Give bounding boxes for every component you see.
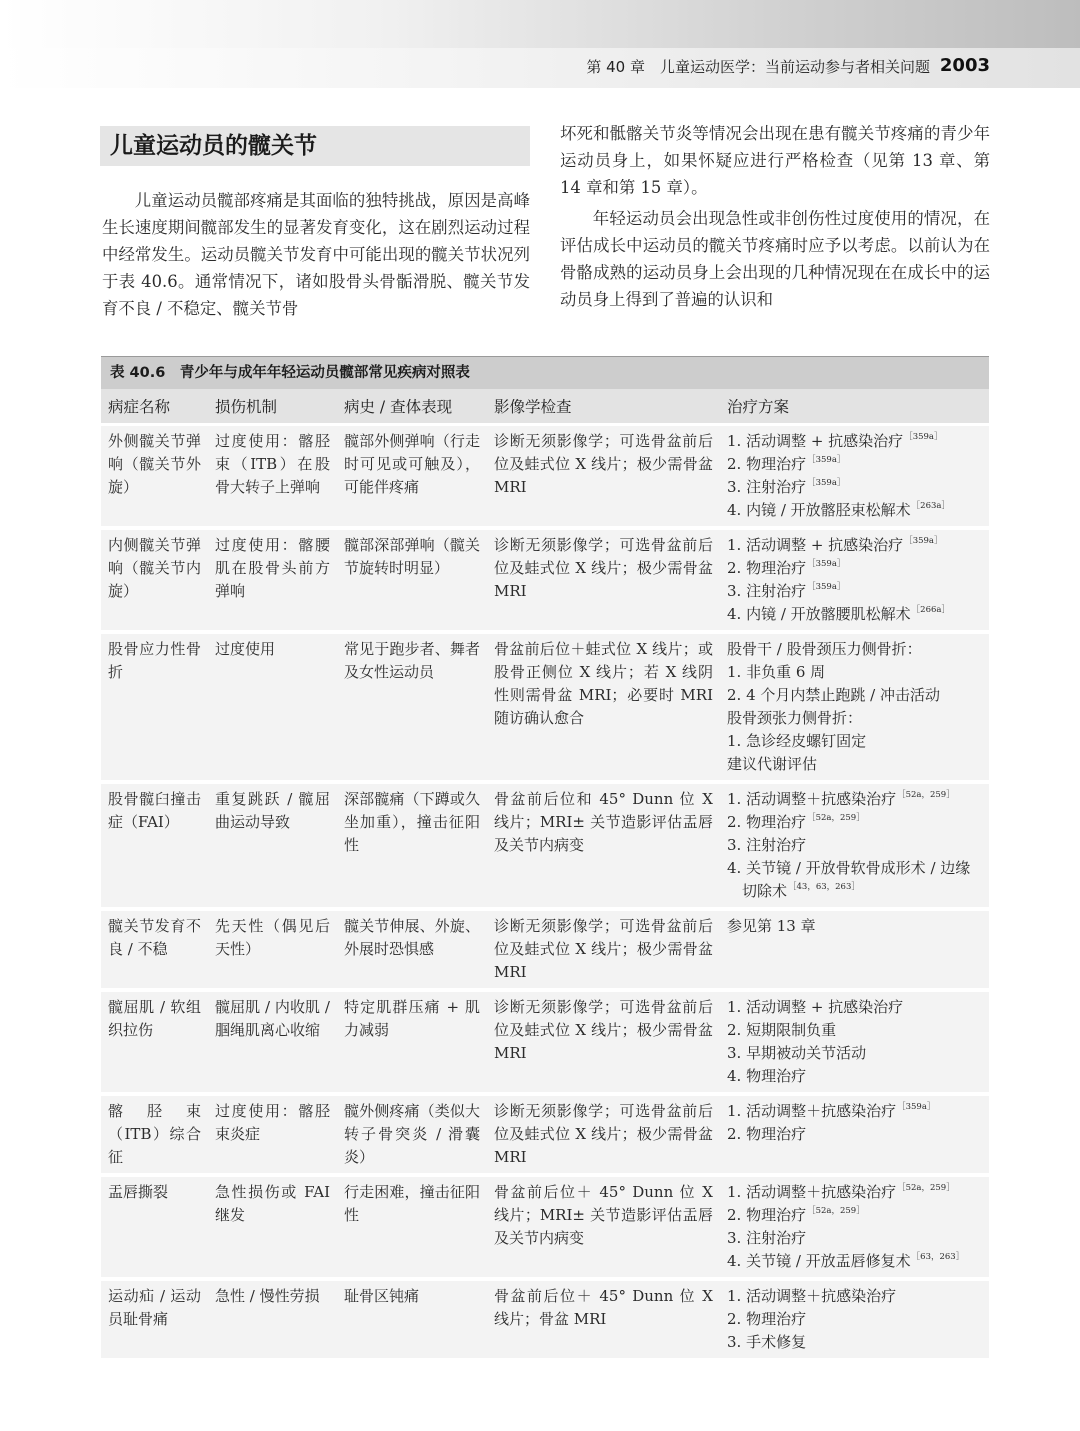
treatment-text: 1. 活动调整 + 抗感染治疗: [727, 432, 904, 450]
treatment-cell: [720, 782, 989, 909]
treatment-text: 2. 短期限制负重: [727, 1021, 837, 1039]
history-cell: 髋关节伸展、外旋、外展时恐惧感: [337, 909, 487, 990]
treatment-text: 建议代谢评估: [727, 755, 818, 773]
table-grid: [101, 389, 989, 1358]
treatment-line: [727, 476, 982, 499]
treatment-cell: [720, 990, 989, 1094]
table-row: [101, 1094, 989, 1175]
reference-superscript: ［359a］: [807, 559, 846, 569]
treatment-text: 2. 物理治疗: [727, 1206, 807, 1224]
imaging-cell: 诊断无须影像学；可选骨盆前后位及蛙式位 X 线片；极少需骨盆 MRI: [487, 909, 720, 990]
header-cell: 病症名称: [101, 389, 208, 425]
history-cell: 耻骨区钝痛: [337, 1279, 487, 1358]
treatment-line: [727, 811, 982, 834]
treatment-line: [727, 453, 982, 476]
treatment-line: [727, 753, 982, 776]
treatment-text: 4. 内镜 / 开放髂腰肌松解术: [727, 605, 911, 623]
history-cell: 髋部外侧弹响（行走时可见或可触及），可能伴疼痛: [337, 425, 487, 529]
page-number: 2003: [939, 55, 990, 76]
treatment-text: 3. 手术修复: [727, 1333, 807, 1351]
treatment-line: [727, 788, 982, 811]
header-cell: 影像学检查: [487, 389, 720, 425]
treatment-cell: [720, 528, 989, 632]
treatment-text: 1. 活动调整＋抗感染治疗: [727, 1287, 897, 1305]
condition-name-cell: 髋屈肌 / 软组织拉伤: [101, 990, 208, 1094]
treatment-text: 2. 物理治疗: [727, 559, 807, 577]
condition-name-cell: 股骨应力性骨折: [101, 632, 208, 782]
treatment-line: [727, 880, 982, 903]
header-cell: 治疗方案: [720, 389, 989, 425]
reference-superscript: ［52a，259］: [807, 1206, 865, 1216]
reference-superscript: ［266a］: [911, 605, 950, 615]
body-paragraph-3: 年轻运动员会出现急性或非创伤性过度使用的情况，在评估成长中运动员的髋关节疼痛时应予以考虑。以前认为在骨骼成熟的运动员身上会出现的几种情况现在在成长中的运动员身上得到了普遍的认识和: [560, 209, 990, 309]
treatment-text: 1. 非负重 6 周: [727, 663, 826, 681]
treatment-line: [727, 603, 982, 626]
treatment-text: 2. 4 个月内禁止跑跳 / 冲击活动: [727, 686, 940, 704]
imaging-cell: 骨盆前后位＋ 45° Dunn 位 X 线片；骨盆 MRI: [487, 1279, 720, 1358]
mechanism-cell: 先天性（偶见后天性）: [208, 909, 337, 990]
mechanism-cell: 急性 / 慢性劳损: [208, 1279, 337, 1358]
history-cell: 深部髋痛（下蹲或久坐加重），撞击征阳性: [337, 782, 487, 909]
treatment-cell: [720, 632, 989, 782]
condition-name-cell: 运动疝 / 运动员耻骨痛: [101, 1279, 208, 1358]
imaging-cell: 诊断无须影像学；可选骨盆前后位及蛙式位 X 线片；极少需骨盆 MRI: [487, 528, 720, 632]
history-cell: 特定肌群压痛 + 肌力减弱: [337, 990, 487, 1094]
reference-superscript: ［359a］: [807, 582, 846, 592]
treatment-text: 1. 活动调整＋抗感染治疗: [727, 1183, 897, 1201]
mechanism-cell: 重复跳跃 / 髋屈曲运动导致: [208, 782, 337, 909]
treatment-line: [727, 730, 982, 753]
treatment-text: 3. 注射治疗: [727, 836, 807, 854]
treatment-text: 4. 内镜 / 开放髂胫束松解术: [727, 501, 911, 519]
condition-name-cell: 髂胫束（ITB）综合征: [101, 1094, 208, 1175]
body-paragraph-1: 儿童运动员髋部疼痛是其面临的独特挑战，原因是高峰生长速度期间髋部发生的显著发育变化，这在剧烈运动过程中经常发生。运动员髋关节发育中可能出现的髋关节状况列于表 40.6。通常情况下，诸如股骨头骨骺滑脱、髋关节发育不良 / 不稳定、髋关节骨: [102, 191, 530, 318]
treatment-text: 2. 物理治疗: [727, 455, 807, 473]
table-row: [101, 632, 989, 782]
reference-superscript: ［52a，259］: [897, 790, 955, 800]
history-cell: 行走困难，撞击征阳性: [337, 1175, 487, 1279]
treatment-line: [727, 1250, 982, 1273]
treatment-text: 4. 物理治疗: [727, 1067, 807, 1085]
condition-name-cell: 盂唇撕裂: [101, 1175, 208, 1279]
imaging-cell: 骨盆前后位＋ 45° Dunn 位 X 线片；MRI± 关节造影评估盂唇及关节内病变: [487, 1175, 720, 1279]
treatment-line: [727, 638, 982, 661]
history-cell: 髋部深部弹响（髋关节旋转时明显）: [337, 528, 487, 632]
reference-superscript: ［43，63，263］: [788, 882, 860, 892]
treatment-line: [727, 996, 982, 1019]
header-cell: 病史 / 查体表现: [337, 389, 487, 425]
treatment-text: 股骨颈张力侧骨折：: [727, 709, 863, 727]
table-row: [101, 1175, 989, 1279]
treatment-line: [727, 1181, 982, 1204]
imaging-cell: 诊断无须影像学；可选骨盆前后位及蛙式位 X 线片；极少需骨盆 MRI: [487, 1094, 720, 1175]
reference-superscript: ［359a］: [807, 455, 846, 465]
treatment-text: 1. 活动调整＋抗感染治疗: [727, 790, 897, 808]
treatment-line: [727, 430, 982, 453]
mechanism-cell: 过度使用: [208, 632, 337, 782]
body-paragraph-2: 坏死和骶髂关节炎等情况会出现在患有髋关节疼痛的青少年运动员身上，如果怀疑应进行严格检查（见第 13 章、第 14 章和第 15 章）。: [560, 124, 990, 197]
treatment-line: [727, 857, 982, 880]
treatment-line: [727, 707, 982, 730]
chapter-title: 第 40 章 儿童运动医学：当前运动参与者相关问题: [586, 58, 930, 76]
condition-name-cell: 股骨髋臼撞击症（FAI）: [101, 782, 208, 909]
treatment-text: 股骨干 / 股骨颈压力侧骨折：: [727, 640, 922, 658]
treatment-cell: [720, 1094, 989, 1175]
treatment-cell: [720, 425, 989, 529]
treatment-line: [727, 1100, 982, 1123]
table-body: [101, 425, 989, 1359]
treatment-line: [727, 1019, 982, 1042]
reference-superscript: ［359a］: [904, 432, 943, 442]
header-cell: 损伤机制: [208, 389, 337, 425]
mechanism-cell: 过度使用：髂胫束（ITB）在股骨大转子上弹响: [208, 425, 337, 529]
imaging-cell: 骨盆前后位和 45° Dunn 位 X 线片；MRI± 关节造影评估盂唇及关节内病变: [487, 782, 720, 909]
treatment-text: 3. 早期被动关节活动: [727, 1044, 867, 1062]
treatment-line: [727, 1331, 982, 1354]
reference-superscript: ［359a］: [904, 536, 943, 546]
treatment-text: 2. 物理治疗: [727, 1125, 807, 1143]
table-row: [101, 990, 989, 1094]
imaging-cell: 诊断无须影像学；可选骨盆前后位及蛙式位 X 线片；极少需骨盆 MRI: [487, 990, 720, 1094]
treatment-text: 3. 注射治疗: [727, 1229, 807, 1247]
table-row: [101, 425, 989, 529]
treatment-line: [727, 661, 982, 684]
treatment-line: [727, 1042, 982, 1065]
treatment-line: [727, 684, 982, 707]
treatment-text: 3. 注射治疗: [727, 582, 807, 600]
top-band: [0, 0, 1080, 48]
condition-name-cell: 内侧髋关节弹响（髋关节内旋）: [101, 528, 208, 632]
treatment-text: 4. 关节镜 / 开放盂唇修复术: [727, 1252, 911, 1270]
condition-name-cell: 髋关节发育不良 / 不稳: [101, 909, 208, 990]
treatment-line: [727, 915, 982, 938]
reference-superscript: ［263a］: [911, 501, 950, 511]
treatment-line: [727, 1065, 982, 1088]
treatment-text: 1. 活动调整 + 抗感染治疗: [727, 998, 904, 1016]
reference-superscript: ［52a，259］: [897, 1183, 955, 1193]
treatment-line: [727, 1285, 982, 1308]
history-cell: 常见于跑步者、舞者及女性运动员: [337, 632, 487, 782]
treatment-line: [727, 580, 982, 603]
treatment-cell: [720, 909, 989, 990]
reference-superscript: ［359a］: [807, 478, 846, 488]
treatment-line: [727, 834, 982, 857]
imaging-cell: 骨盆前后位＋蛙式位 X 线片；或股骨正侧位 X 线片；若 X 线阴性则需骨盆 MRI；必要时 MRI 随访确认愈合: [487, 632, 720, 782]
treatment-line: [727, 1308, 982, 1331]
treatment-line: [727, 499, 982, 522]
table-row: [101, 528, 989, 632]
treatment-text: 1. 急诊经皮螺钉固定: [727, 732, 867, 750]
mechanism-cell: 急性损伤或 FAI 继发: [208, 1175, 337, 1279]
table-row: [101, 909, 989, 990]
treatment-text: 1. 活动调整 + 抗感染治疗: [727, 536, 904, 554]
hip-conditions-table: [101, 356, 989, 1358]
condition-name-cell: 外侧髋关节弹响（髋关节外旋）: [101, 425, 208, 529]
reference-superscript: ［63，263］: [911, 1252, 965, 1262]
mechanism-cell: 过度使用：髂胫束炎症: [208, 1094, 337, 1175]
treatment-line: [727, 1123, 982, 1146]
treatment-text: 4. 关节镜 / 开放骨软骨成形术 / 边缘: [727, 859, 971, 877]
treatment-line: [727, 534, 982, 557]
treatment-text: 3. 注射治疗: [727, 478, 807, 496]
mechanism-cell: 髋屈肌 / 内收肌 / 腘绳肌离心收缩: [208, 990, 337, 1094]
reference-superscript: ［359a］: [897, 1102, 936, 1112]
treatment-cell: [720, 1279, 989, 1358]
treatment-line: [727, 1227, 982, 1250]
treatment-text: 2. 物理治疗: [727, 813, 807, 831]
mechanism-cell: 过度使用：髂腰肌在股骨头前方弹响: [208, 528, 337, 632]
treatment-cell: [720, 1175, 989, 1279]
treatment-text: 1. 活动调整＋抗感染治疗: [727, 1102, 897, 1120]
treatment-text: 2. 物理治疗: [727, 1310, 807, 1328]
treatment-line: [727, 557, 982, 580]
table-header-row: [101, 389, 989, 425]
table-row: [101, 1279, 989, 1358]
reference-superscript: ［52a，259］: [807, 813, 865, 823]
history-cell: 髋外侧疼痛（类似大转子骨突炎 / 滑囊炎）: [337, 1094, 487, 1175]
table-row: [101, 782, 989, 909]
treatment-text: 参见第 13 章: [727, 917, 816, 935]
treatment-text: 切除术: [727, 882, 788, 900]
imaging-cell: 诊断无须影像学；可选骨盆前后位及蛙式位 X 线片；极少需骨盆 MRI: [487, 425, 720, 529]
treatment-line: [727, 1204, 982, 1227]
table-caption: 表 40.6 青少年与成年年轻运动员髋部常见疾病对照表: [101, 356, 989, 389]
section-title: 儿童运动员的髋关节: [100, 126, 530, 166]
